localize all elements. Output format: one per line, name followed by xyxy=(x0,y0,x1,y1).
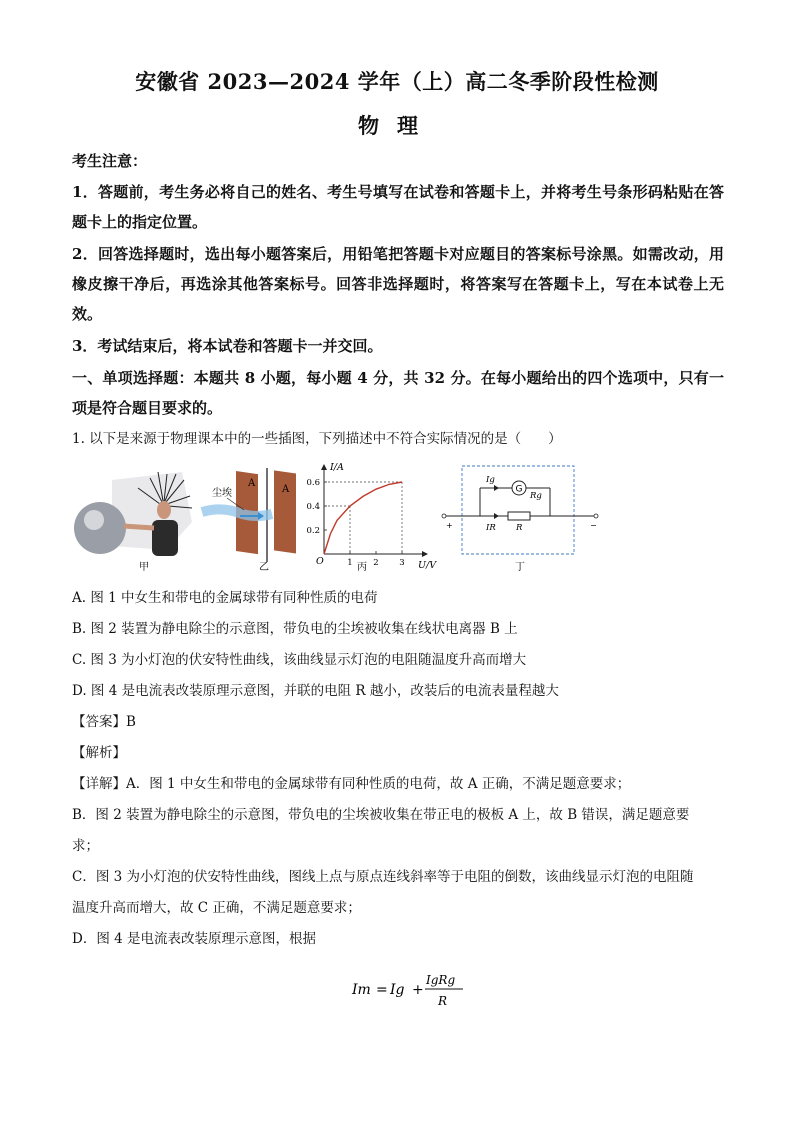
notice-heading: 考生注意： xyxy=(72,152,148,170)
detail-line-4: C．图 3 为小灯泡的伏安特性曲线，图线上点与原点连线斜率等于电阻的倒数，该曲线显示灯泡的电阻随 xyxy=(72,869,694,885)
analysis-label: 【解析】 xyxy=(72,745,126,761)
option-b: B. 图 2 装置为静电除尘的示意图，带负电的尘埃被收集在线状电离器 B 上 xyxy=(72,621,518,637)
option-c: C. 图 3 为小灯泡的伏安特性曲线，该曲线显示灯泡的电阻随温度升高而增大 xyxy=(72,652,527,668)
x-tick-label: 3 xyxy=(399,558,405,568)
formula-lhs: Im xyxy=(352,982,371,998)
resistor-icon xyxy=(508,512,530,520)
fig2-caption: 乙 xyxy=(259,562,269,573)
formula-ig: Ig xyxy=(390,982,405,998)
figure-3-chart xyxy=(306,462,437,573)
y-tick-label: 0.6 xyxy=(306,478,320,488)
rg-label: Rg xyxy=(530,491,542,501)
origin-label: O xyxy=(316,556,324,567)
detail-line-3: 求； xyxy=(72,838,99,854)
girl-face xyxy=(157,501,171,519)
figure-1 xyxy=(74,472,192,573)
notice-item-2: 2．回答选择题时，选出每小题答案后，用铅笔把答题卡对应题目的答案标号涂黑。如需改动，用橡皮擦干净后，再选涂其他答案标号。回答非选择题时，将答案写在答题卡上，写在本试卷上无效。 xyxy=(72,245,724,323)
ir-arrow xyxy=(494,513,499,519)
formula-numerator: IgRg xyxy=(426,973,456,987)
y-axis-label: I/A xyxy=(330,462,344,473)
figure-2 xyxy=(202,468,296,573)
formula xyxy=(350,968,470,1012)
terminal-plus xyxy=(442,514,446,518)
detail-line-1: 【详解】A．图 1 中女生和带电的金属球带有同种性质的电荷，故 A 正确，不满足题意要求； xyxy=(72,776,631,792)
option-a: A. 图 1 中女生和带电的金属球带有同种性质的电荷 xyxy=(72,590,378,606)
x-tick-label: 1 xyxy=(347,558,353,568)
metal-ball-highlight xyxy=(84,510,104,530)
y-tick-label: 0.4 xyxy=(306,502,320,512)
y-tick-label: 0.2 xyxy=(306,526,320,536)
ammeter-box xyxy=(462,466,574,554)
detail-line-5: 温度升高而增大，故 C 正确，不满足题意要求； xyxy=(72,900,361,916)
section-heading: 一、单项选择题：本题共 8 小题，每小题 4 分，共 32 分。在每小题给出的四个选项中，只有一项是符合题目要求的。 xyxy=(72,369,724,417)
detail-line-2: B．图 2 装置为静电除尘的示意图，带负电的尘埃被收集在带正电的极板 A 上，故 B 错误，满足题意要 xyxy=(72,807,690,823)
terminal-minus xyxy=(594,514,598,518)
plate-a-label-1: A xyxy=(248,478,256,489)
question-figures xyxy=(72,462,632,574)
answer-label: 【答案】B xyxy=(72,714,136,730)
plate-a-label-2: A xyxy=(282,484,290,495)
dust-label: 尘埃 xyxy=(212,488,232,499)
formula-plus: + xyxy=(412,982,424,998)
minus-label: − xyxy=(590,521,597,530)
plus-label: + xyxy=(446,521,453,530)
x-axis-arrow xyxy=(422,551,428,557)
question-stem: 1. 以下是来源于物理课本中的一些插图，下列描述中不符合实际情况的是（ ） xyxy=(72,431,562,447)
series-line xyxy=(324,482,402,554)
plate-a-right xyxy=(274,470,296,553)
ig-arrow xyxy=(494,485,499,491)
formula-equals: = xyxy=(376,982,388,998)
figure-4 xyxy=(442,466,598,573)
galvanometer-label: G xyxy=(515,484,523,495)
fig1-caption: 甲 xyxy=(139,562,149,573)
formula-svg xyxy=(350,968,470,1012)
ir-label: IR xyxy=(486,523,496,533)
x-axis-label: U/V xyxy=(418,560,437,571)
fig3-caption: 丙 xyxy=(357,562,367,573)
exam-title: 安徽省 2023—2024 学年（上）高二冬季阶段性检测 xyxy=(135,69,659,94)
fig4-caption: 丁 xyxy=(515,562,525,573)
ig-label: Ig xyxy=(486,475,495,485)
r-label: R xyxy=(516,523,523,533)
detail-line-6: D．图 4 是电流表改装原理示意图，根据 xyxy=(72,931,316,947)
figures-svg xyxy=(72,462,632,574)
x-tick-label: 2 xyxy=(373,558,379,568)
y-axis-arrow xyxy=(321,464,327,470)
chart-guides xyxy=(324,482,402,554)
option-d: D. 图 4 是电流表改装原理示意图，并联的电阻 R 越小，改装后的电流表量程越大 xyxy=(72,683,559,699)
notice-item-3: 3．考试结束后，将本试卷和答题卡一并交回。 xyxy=(72,337,383,355)
notice-item-1: 1．答题前，考生务必将自己的姓名、考生号填写在试卷和答题卡上，并将考生号条形码粘贴在答题卡上的指定位置。 xyxy=(72,183,724,231)
girl-body xyxy=(152,520,178,556)
girl-arm xyxy=(124,526,154,528)
subject-title: 物理 xyxy=(358,113,436,138)
formula-denominator: R xyxy=(438,994,448,1008)
